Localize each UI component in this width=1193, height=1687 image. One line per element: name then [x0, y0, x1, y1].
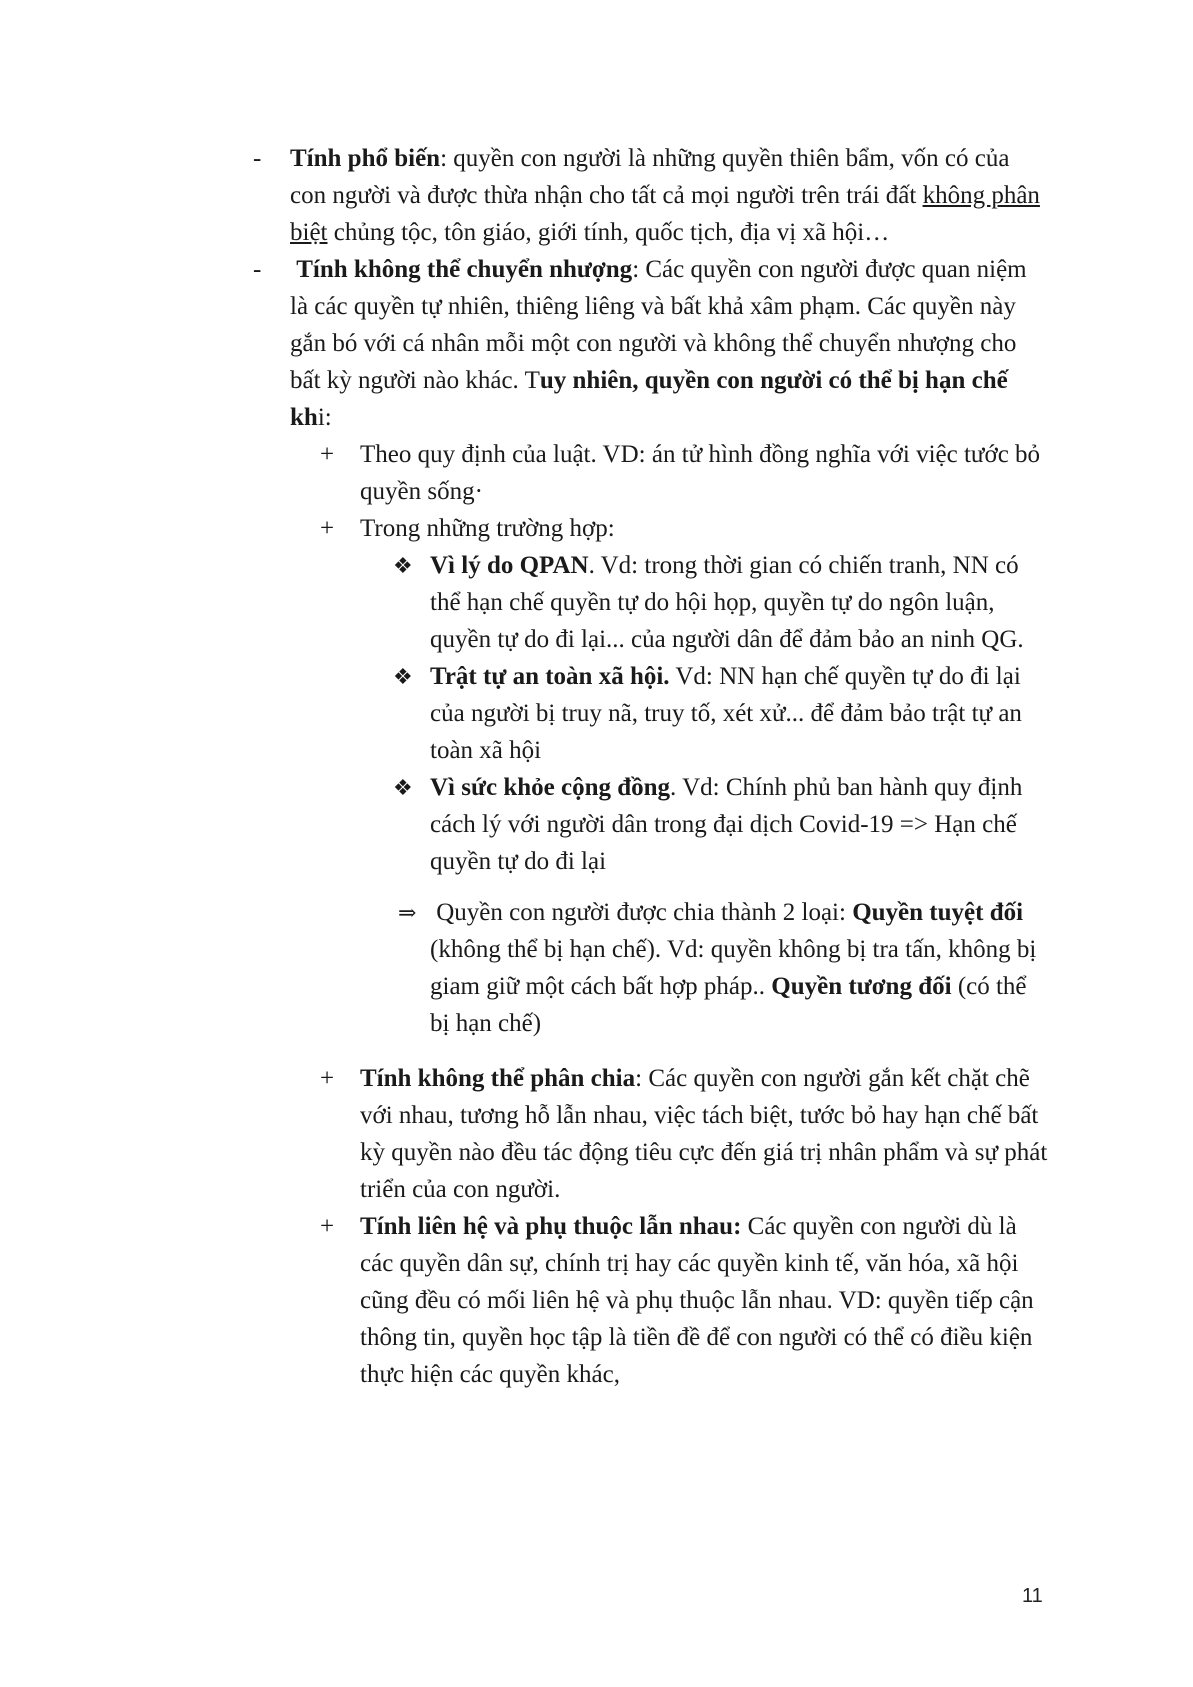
- text-situations: Trong những trường hợp:: [360, 515, 615, 542]
- text-law-case: Theo quy định của luật. VD: án tử hình đồng nghĩa với việc tước bỏ quyền sống·: [360, 441, 1041, 505]
- arrow-bullet-icon: ⇒: [398, 900, 417, 925]
- term-defense: Vì lý do QPAN: [430, 552, 589, 579]
- term-health: Vì sức khỏe cộng đồng: [430, 774, 671, 801]
- text-interdependent: Các quyền con người dù là các quyền dân sự, chính trị hay các quyền kinh tế, văn hóa, xã hội cũng đều có mối liên hệ và phụ thuộc lẫn nhau. VD: quyền tiếp cận thông tin, quyền học tập là tiền đề để con người có thể có điều kiện thực hiện các quyền khác,: [360, 1213, 1034, 1388]
- item-conclusion: [250, 894, 1050, 1042]
- term-indivisible: Tính không thể phân chia: [360, 1065, 636, 1092]
- item-indivisible: [250, 1060, 1050, 1208]
- item-situations: [250, 510, 1050, 547]
- term-order: Trật tự an toàn xã hội.: [430, 663, 670, 690]
- item-health: [250, 769, 1050, 880]
- diamond-bullet-icon: ❖: [393, 553, 413, 578]
- text-conclusion-3: (có thể bị hạn chế): [430, 973, 1027, 1037]
- text-inalienable-2: i:: [317, 404, 332, 431]
- text-inalienable-1: : Các quyền con người được quan niệm là các quyền tự nhiên, thiêng liêng và bất khả xâm phạm. Các quyền này gắn bó với cá nhân mỗi một con người và không thể chuyển nhượng cho bất kỳ người nào khác. T: [290, 256, 1027, 394]
- text-universal-1: : quyền con người là những quyền thiên bẩm, vốn có của con người và được thừa nhận cho tất cả mọi người trên trái đất: [290, 145, 1010, 209]
- plus-bullet: +: [320, 515, 335, 542]
- page-content: [250, 140, 1050, 1393]
- bold-limitation: uy nhiên, quyền con người có thể bị hạn chế kh: [290, 367, 1008, 431]
- text-order: Vd: NN hạn chế quyền tự do đi lại của người bị truy nã, truy tố, xét xử... để đảm bảo trật tự an toàn xã hội: [430, 663, 1022, 764]
- text-conclusion-2: (không thể bị hạn chế). Vd: quyền không bị tra tấn, không bị giam giữ một cách bất hợp pháp..: [430, 936, 1037, 1000]
- text-defense: . Vd: trong thời gian có chiến tranh, NN có thể hạn chế quyền tự do hội họp, quyền tự do ngôn luận, quyền tự do đi lại... của người dân để đảm bảo an ninh QG.: [430, 552, 1024, 653]
- item-universal: [250, 140, 1050, 251]
- item-interdependent: [250, 1208, 1050, 1393]
- term-inalienable: Tính không thể chuyển nhượng: [296, 256, 633, 283]
- text-conclusion-1: Quyền con người được chia thành 2 loại:: [436, 899, 853, 926]
- term-absolute-rights: Quyền tuyệt đối: [852, 899, 1024, 926]
- underlined-phrase: không phân biệt: [290, 182, 1040, 246]
- text-health: . Vd: Chính phủ ban hành quy định cách lý với người dân trong đại dịch Covid-19 => Hạn chế quyền tự do đi lại: [430, 774, 1023, 875]
- diamond-bullet-icon: ❖: [393, 664, 413, 689]
- term-relative-rights: Quyền tương đối: [771, 973, 952, 1000]
- diamond-bullet-icon: ❖: [393, 775, 413, 800]
- item-defense: [250, 547, 1050, 658]
- page-number: 11: [1022, 1585, 1043, 1607]
- item-order: [250, 658, 1050, 769]
- dash-bullet: -: [253, 145, 262, 172]
- dash-bullet: -: [253, 256, 262, 283]
- item-inalienable: [250, 251, 1050, 436]
- term-interdependent: Tính liên hệ và phụ thuộc lẫn nhau:: [360, 1213, 742, 1240]
- plus-bullet: +: [320, 1065, 335, 1092]
- text-universal-2: chủng tộc, tôn giáo, giới tính, quốc tịch, địa vị xã hội…: [327, 219, 890, 246]
- plus-bullet: +: [320, 441, 335, 468]
- text-indivisible: : Các quyền con người gắn kết chặt chẽ với nhau, tương hỗ lẫn nhau, việc tách biệt, tước bỏ hay hạn chế bất kỳ quyền nào đều tác động tiêu cực đến giá trị nhân phẩm và sự phát triển của con người.: [360, 1065, 1048, 1203]
- term-universal: Tính phổ biến: [290, 145, 441, 172]
- plus-bullet: +: [320, 1213, 335, 1240]
- item-law-case: [250, 436, 1050, 510]
